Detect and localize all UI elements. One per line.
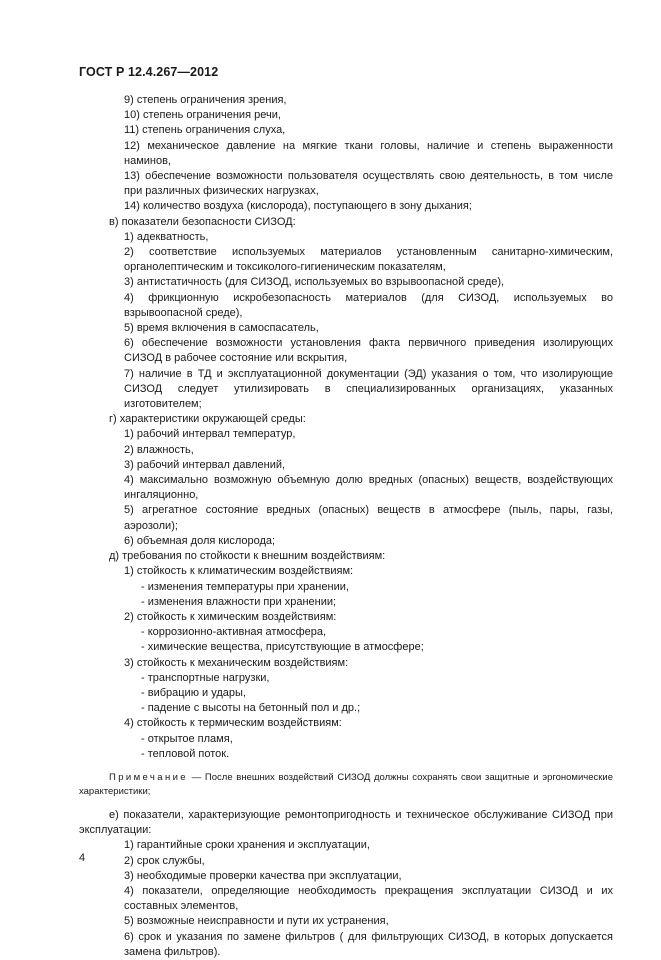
list-item: 7) наличие в ТД и эксплуатационной документации (ЭД) указания о том, что изолирующие СИЗОД следует утилизировать в специализированных организациях, указанных изготовителем; — [124, 367, 613, 411]
list-item: 5) агрегатное состояние вредных (опасных) веществ в атмосфере (пыль, пары, газы, аэрозоли); — [124, 504, 613, 532]
list-item: 10) степень ограничения речи, — [124, 109, 281, 122]
section-item: д) требования по стойкости к внешним воздействиям: — [109, 550, 386, 563]
note-paragraph — [79, 771, 613, 799]
list-item: 6) объемная доля кислорода; — [124, 534, 276, 547]
note-label: Примечание — [109, 771, 188, 783]
dash-item: - транспортные нагрузки, — [141, 671, 270, 684]
list-item: 1) адекватность, — [124, 230, 209, 243]
list-item: 1) стойкость к климатическим воздействиям: — [124, 565, 354, 578]
section-item: в) показатели безопасности СИЗОД: — [109, 215, 296, 228]
list-item: 5) возможные неисправности и пути их устранения, — [124, 915, 389, 928]
list-item: 3) стойкость к механическим воздействиям: — [124, 656, 349, 669]
document-header: ГОСТ Р 12.4.267—2012 — [79, 65, 219, 79]
dash-item: - химические вещества, присутствующие в атмосфере; — [141, 641, 424, 654]
dash-item: - тепловой поток. — [141, 747, 230, 760]
dash-item: - коррозионно-активная атмосфера, — [141, 626, 327, 639]
list-item: 14) количество воздуха (кислорода), поступающего в зону дыхания; — [124, 200, 472, 213]
dash-item: - изменения влажности при хранении; — [141, 595, 337, 608]
list-item: 3) антистатичность (для СИЗОД, используемых во взрывоопасной среде), — [124, 276, 505, 289]
list-item: 12) механическое давление на мягкие ткани головы, наличие и степень выраженности наминов, — [124, 139, 613, 167]
list-item: 11) степень ограничения слуха, — [124, 124, 286, 137]
list-item: 9) степень ограничения зрения, — [124, 94, 287, 106]
list-item: 4) стойкость к термическим воздействиям: — [124, 717, 342, 730]
list-item: 4) показатели, определяющие необходимость прекращения эксплуатации СИЗОД и их составных элементов, — [124, 884, 613, 913]
section-item: е) показатели, характеризующие ремонтопригодность и техническое обслуживание СИЗОД при эксплуатации: — [79, 808, 613, 837]
dash-item: - вибрацию и удары, — [141, 686, 246, 699]
list-item: 1) гарантийные сроки хранения и эксплуатации, — [124, 839, 370, 852]
list-item: 4) максимально возможную объемную долю вредных (опасных) веществ, воздействующих ингаляционно, — [124, 474, 613, 502]
dash-item: - изменения температуры при хранении, — [141, 580, 349, 593]
document-body — [79, 93, 613, 960]
list-item: 4) фрикционную искробезопасность материалов (для СИЗОД, используемых во взрывоопасной среде), — [124, 291, 613, 319]
list-item: 13) обеспечение возможности пользователя осуществлять свою деятельность, в том числе при различных физических нагрузках, — [124, 170, 613, 198]
list-item: 1) рабочий интервал температур, — [124, 428, 296, 441]
list-item: 2) влажность, — [124, 443, 194, 456]
list-item: 6) обеспечение возможности установления факта первичного приведения изолирующих СИЗОД в рабочее состояние или вскрытия, — [124, 337, 613, 365]
list-item: 3) рабочий интервал давлений, — [124, 458, 286, 471]
list-item: 2) стойкость к химическим воздействиям: — [124, 610, 337, 623]
section-item: г) характеристики окружающей среды: — [109, 413, 306, 426]
note-text: — После внешних воздействий СИЗОД должны сохранять свои защитные и эргономические характеристики; — [79, 771, 613, 797]
list-item: 3) необходимые проверки качества при эксплуатации, — [124, 869, 402, 882]
list-item: 5) время включения в самоспасатель, — [124, 322, 319, 335]
dash-item: - открытое пламя, — [141, 732, 233, 745]
list-item: 2) соответствие используемых материалов установленным санитарно-химическим, органолептическим и токсиколого-гигиеническим показателям, — [124, 246, 613, 274]
list-item: 2) срок службы, — [124, 854, 205, 867]
page-number: 4 — [79, 852, 86, 864]
list-item: 6) срок и указания по замене фильтров ( для фильтрующих СИЗОД, в которых допускается замена фильтров). — [124, 930, 613, 958]
dash-item: - падение с высоты на бетонный пол и др.; — [141, 702, 361, 715]
